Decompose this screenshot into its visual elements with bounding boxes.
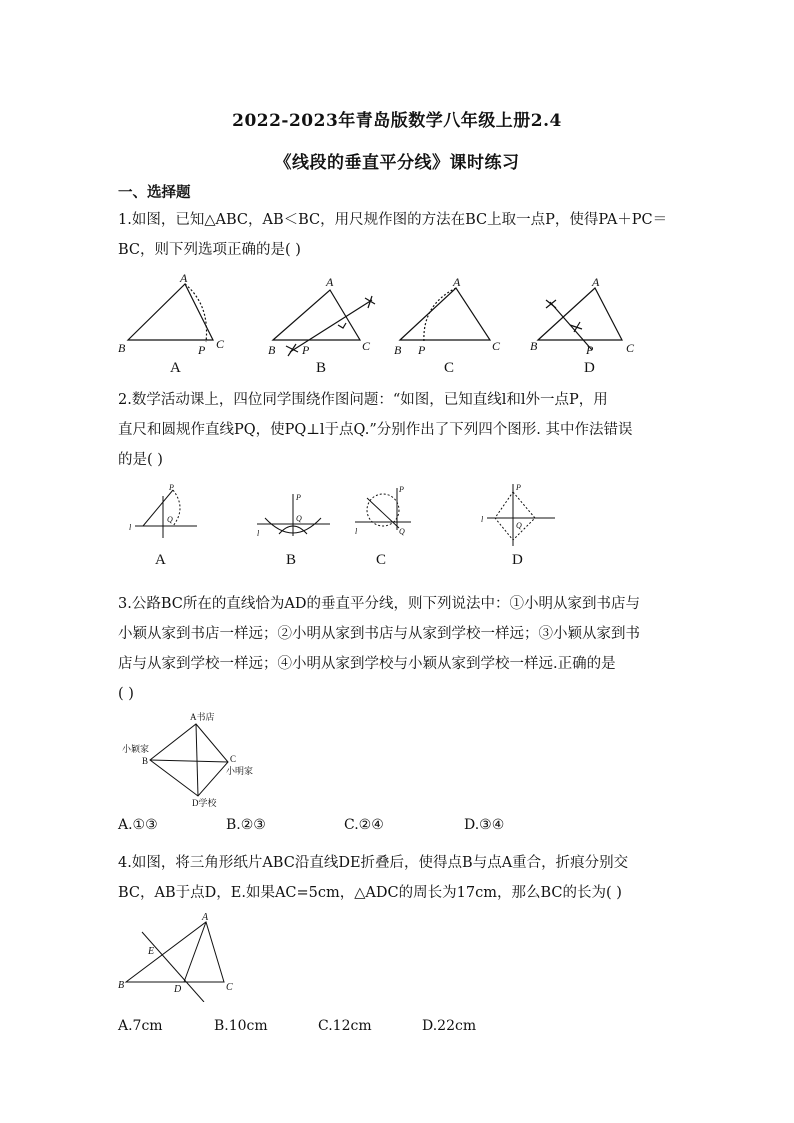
q1-text-line-2: BC，则下列选项正确的是( ) [118,242,301,258]
q4-label-a: A [202,912,209,923]
q2-caption-a: A [155,552,166,568]
title-line-1: 2022-2023年青岛版数学八年级上册2.4 [232,111,562,131]
q4-option-c: C.12cm [318,1018,372,1034]
q3-figure [118,710,298,810]
q1-figb-label-p: P [302,343,310,357]
q4-label-e: E [148,946,155,957]
q3-text-line-4: ( ) [118,686,134,702]
q3-label-bookstore: A书店 [190,712,215,722]
q4-label-c: C [226,982,233,993]
q1-figc-label-c: C [492,339,501,353]
q2-caption-b: B [286,552,297,568]
q2-figb-label-l: l [257,529,260,538]
q3-label-b: B [142,756,149,766]
q1-figa-label-p: P [198,343,206,357]
q1-figd-label-c: C [626,341,635,355]
q2-text-line-2: 直尺和圆规作直线PQ，使PQ⊥l于点Q.”分别作出了下列四个图形. 其中作法错误 [118,422,633,438]
q2-figc-label-p: P [399,485,404,494]
q2-figa-label-l: l [129,523,132,532]
q2-text-line-1: 2.数学活动课上，四位同学围绕作图问题：“如图，已知直线l和l外一点P，用 [118,392,608,408]
q3-text-line-3: 店与从家到学校一样远；④小明从家到学校与小颖从家到学校一样远.正确的是 [118,656,616,672]
q1-figb-label-b: B [268,343,276,357]
q2-figd-label-l: l [481,515,484,524]
q4-option-d: D.22cm [422,1018,477,1034]
q1-caption-b: B [316,360,327,376]
q1-figa-label-a: A [180,271,188,285]
q1-figb-label-c: C [362,339,371,353]
q2-figures [115,478,565,550]
q3-label-c: C [230,754,237,764]
q2-figa-label-p: P [169,483,174,492]
q1-caption-d: D [584,360,595,376]
q1-figd-label-p: P [586,343,594,357]
section-heading: 一、选择题 [118,184,191,201]
q2-figb-label-p: P [296,493,301,502]
q1-figa-label-b: B [118,341,126,355]
q2-text-line-3: 的是( ) [118,452,163,468]
q4-label-d: D [174,984,182,995]
q1-figd-label-a: A [592,275,600,289]
q4-text-line-1: 4.如图，将三角形纸片ABC沿直线DE折叠后，使得点B与点A重合，折痕分别交 [118,855,629,871]
q3-label-xiaoying-home: 小颖家 [122,744,150,754]
q2-caption-c: C [376,552,387,568]
q2-figb-label-q: Q [296,514,302,523]
q3-option-b: B.②③ [226,817,266,833]
q1-figc-label-a: A [453,275,461,289]
q1-text-line-1: 1.如图，已知△ABC，AB＜BC，用尺规作图的方法在BC上取一点P，使得PA＋PC＝ [118,212,668,228]
q1-figb-label-a: A [326,275,334,289]
q2-figa-label-q: Q [167,515,173,524]
q3-text-line-2: 小颖从家到书店一样远；②小明从家到书店与从家到学校一样远；③小颖从家到书 [118,626,640,642]
q2-figd-label-q: Q [516,521,522,530]
q1-figd-label-b: B [530,339,538,353]
q3-option-c: C.②④ [344,817,384,833]
q3-option-d: D.③④ [464,817,505,833]
q2-figc-label-l: l [355,527,358,536]
q1-figc-label-b: B [394,343,402,357]
q4-option-b: B.10cm [214,1018,268,1034]
q4-label-b: B [118,980,125,991]
q4-option-a: A.7cm [118,1018,163,1034]
q3-option-a: A.①③ [118,817,158,833]
q3-text-line-1: 3.公路BC所在的直线恰为AD的垂直平分线，则下列说法中：①小明从家到书店与 [118,596,640,612]
title-line-2: 《线段的垂直平分线》课时练习 [274,153,520,173]
q3-label-xiaoming-home: 小明家 [226,766,254,776]
q2-figd-label-p: P [516,483,521,492]
q2-figc-label-q: Q [399,527,405,536]
q4-figure [118,912,238,1002]
q1-figa-label-c: C [216,337,225,351]
q1-figures [110,270,650,380]
q1-caption-c: C [444,360,455,376]
q1-caption-a: A [170,360,181,376]
q1-figc-label-p: P [418,343,426,357]
q3-label-school: D学校 [192,798,217,808]
q2-caption-d: D [512,552,523,568]
q4-text-line-2: BC，AB于点D，E.如果AC=5cm，△ADC的周长为17cm，那么BC的长为( ) [118,885,622,901]
